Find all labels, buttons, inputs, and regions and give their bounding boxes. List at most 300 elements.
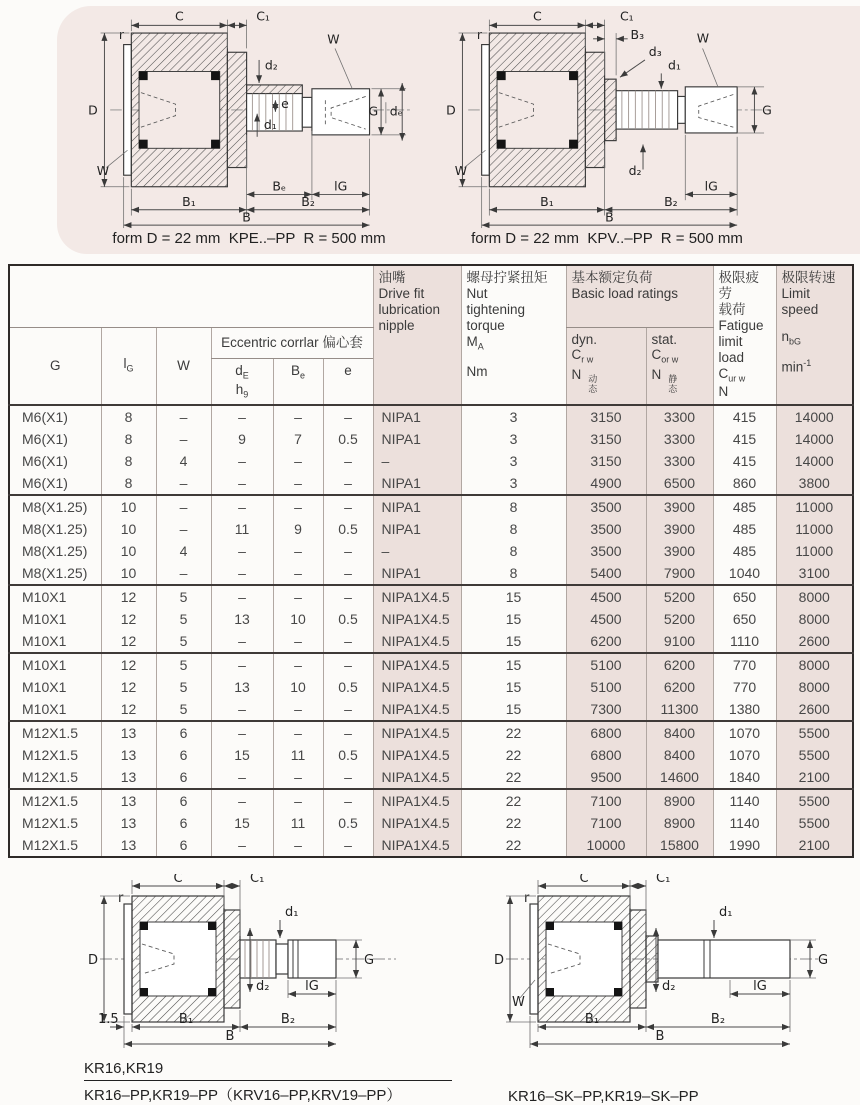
table-cell: 6800 — [566, 744, 646, 766]
dim-label-d2: d₂ — [256, 978, 270, 994]
table-cell: 415 — [713, 450, 776, 472]
table-cell: 11 — [273, 744, 323, 766]
dim-label-g: G — [368, 103, 379, 119]
table-cell: 4500 — [566, 608, 646, 630]
table-row — [9, 450, 853, 472]
table-cell: 7100 — [566, 789, 646, 812]
table-cell: 6 — [156, 744, 211, 766]
col-header-eccentric: Eccentric corrlar 偏心套 — [211, 327, 373, 359]
table-cell: 12 — [101, 698, 156, 721]
table-cell: 8 — [101, 405, 156, 428]
table-cell: 12 — [101, 676, 156, 698]
table-cell: 8000 — [776, 585, 853, 608]
table-cell: 3500 — [566, 540, 646, 562]
dim-label-c: C — [579, 873, 589, 886]
table-cell: 3300 — [646, 428, 713, 450]
figure-kpe — [83, 10, 415, 254]
table-cell: 5100 — [566, 676, 646, 698]
caption-divider — [84, 1080, 452, 1081]
table-cell: – — [211, 562, 273, 585]
table-cell: 15 — [461, 653, 566, 676]
table-cell: 650 — [713, 608, 776, 630]
table-row — [9, 562, 853, 585]
col-header-g: G — [9, 327, 101, 405]
table-cell: – — [323, 653, 373, 676]
table-cell: 5200 — [646, 608, 713, 630]
table-cell: 3100 — [776, 562, 853, 585]
table-cell: 5400 — [566, 562, 646, 585]
table-cell: 485 — [713, 540, 776, 562]
table-row — [9, 405, 853, 428]
table-cell: NIPA1X4.5 — [373, 608, 461, 630]
table-cell: 5 — [156, 585, 211, 608]
table-cell: – — [273, 472, 323, 495]
dim-label-b: B — [605, 209, 614, 225]
top-drawing-panel — [57, 6, 860, 254]
table-cell: 13 — [101, 744, 156, 766]
table-cell: – — [323, 698, 373, 721]
table-cell: 5 — [156, 653, 211, 676]
table-cell: 3150 — [566, 428, 646, 450]
figure-kpv — [441, 10, 773, 254]
table-cell: 5100 — [566, 653, 646, 676]
table-cell: 2100 — [776, 834, 853, 857]
dim-label-b2: B₂ — [280, 1011, 296, 1027]
table-cell: 1140 — [713, 789, 776, 812]
table-cell: – — [273, 630, 323, 653]
table-cell: 14600 — [646, 766, 713, 789]
table-cell: 7 — [273, 428, 323, 450]
table-cell: 11300 — [646, 698, 713, 721]
table-cell: 15 — [461, 676, 566, 698]
table-cell: 13 — [211, 608, 273, 630]
table-cell: 8900 — [646, 789, 713, 812]
table-cell: 11000 — [776, 518, 853, 540]
dim-label-b1: B₁ — [178, 1011, 194, 1027]
table-cell: 15 — [461, 608, 566, 630]
dim-label-c1: C₁ — [619, 10, 634, 24]
col-header-nipple: 油嘴 Drive fit lubrication nipple — [373, 265, 461, 405]
table-cell: 22 — [461, 766, 566, 789]
table-cell: 22 — [461, 789, 566, 812]
figure-caption-kpe: form D = 22 mm KPE..–PP R = 500 mm — [112, 230, 386, 247]
table-cell: 4 — [156, 540, 211, 562]
table-cell: M10X1 — [9, 653, 101, 676]
dim-label-be: Bₑ — [272, 178, 287, 194]
table-cell: – — [273, 721, 323, 744]
table-cell: 3500 — [566, 518, 646, 540]
dim-label-d-big: D — [446, 102, 456, 118]
table-cell: 8400 — [646, 744, 713, 766]
table-cell: – — [211, 495, 273, 518]
spec-table-wrap — [8, 264, 852, 858]
table-row — [9, 744, 853, 766]
table-cell: 6200 — [566, 630, 646, 653]
dim-label-d2: d₂ — [264, 57, 278, 73]
table-cell: 8 — [461, 495, 566, 518]
table-cell: 3300 — [646, 405, 713, 428]
table-cell: 485 — [713, 518, 776, 540]
dim-label-r: r — [524, 890, 530, 906]
table-cell: 11000 — [776, 495, 853, 518]
dim-label-e: e — [281, 95, 289, 111]
table-cell: 8 — [101, 450, 156, 472]
table-cell: NIPA1X4.5 — [373, 698, 461, 721]
table-cell: M12X1.5 — [9, 834, 101, 857]
col-header-lg: $l_G$ — [101, 327, 156, 405]
table-cell: 5500 — [776, 789, 853, 812]
table-cell: 9500 — [566, 766, 646, 789]
table-cell: – — [273, 585, 323, 608]
table-cell: 3300 — [646, 450, 713, 472]
table-cell: – — [156, 518, 211, 540]
table-cell: 3900 — [646, 495, 713, 518]
table-row — [9, 834, 853, 857]
table-cell: – — [211, 450, 273, 472]
table-cell: 6200 — [646, 676, 713, 698]
table-cell: 8400 — [646, 721, 713, 744]
table-cell: 14000 — [776, 428, 853, 450]
table-cell: – — [156, 428, 211, 450]
table-cell: 4 — [156, 450, 211, 472]
table-cell: 5 — [156, 676, 211, 698]
dim-label-c: C — [175, 10, 184, 24]
table-cell: 11000 — [776, 540, 853, 562]
dim-label-g: G — [762, 102, 772, 118]
table-cell: – — [156, 405, 211, 428]
table-cell: 6200 — [646, 653, 713, 676]
dim-label-c1: C₁ — [656, 873, 671, 886]
table-row — [9, 428, 853, 450]
table-row — [9, 472, 853, 495]
table-cell: NIPA1X4.5 — [373, 744, 461, 766]
table-cell: 12 — [101, 608, 156, 630]
table-cell: 3 — [461, 428, 566, 450]
dim-label-c: C — [173, 873, 183, 886]
table-cell: M10X1 — [9, 698, 101, 721]
table-cell: M12X1.5 — [9, 721, 101, 744]
table-cell: 10 — [273, 608, 323, 630]
table-cell: 7100 — [566, 812, 646, 834]
table-cell: 3 — [461, 450, 566, 472]
table-cell: 6 — [156, 834, 211, 857]
table-cell: 8000 — [776, 676, 853, 698]
table-cell: 5500 — [776, 721, 853, 744]
table-cell: 8 — [461, 540, 566, 562]
table-cell: 9 — [273, 518, 323, 540]
table-cell: 15 — [211, 812, 273, 834]
col-header-basic-load: 基本额定负荷 Basic load ratings — [566, 265, 713, 327]
table-cell: NIPA1X4.5 — [373, 653, 461, 676]
table-cell: 3150 — [566, 405, 646, 428]
table-cell: 5 — [156, 608, 211, 630]
table-cell: 22 — [461, 744, 566, 766]
dim-label-b1: B₁ — [540, 193, 554, 209]
table-cell: 1070 — [713, 744, 776, 766]
table-cell: – — [323, 721, 373, 744]
table-row — [9, 721, 853, 744]
dim-label-c: C — [533, 10, 542, 24]
table-cell: 9100 — [646, 630, 713, 653]
dim-label-w-left: W — [96, 163, 110, 179]
table-cell: M8(X1.25) — [9, 540, 101, 562]
table-cell: 12 — [101, 630, 156, 653]
table-cell: 10 — [101, 495, 156, 518]
table-cell: M10X1 — [9, 608, 101, 630]
table-cell: NIPA1X4.5 — [373, 812, 461, 834]
table-cell: NIPA1X4.5 — [373, 834, 461, 857]
table-cell: 0.5 — [323, 608, 373, 630]
table-cell: – — [273, 834, 323, 857]
table-cell: 12 — [101, 653, 156, 676]
table-cell: 1990 — [713, 834, 776, 857]
table-cell: 6500 — [646, 472, 713, 495]
table-row — [9, 698, 853, 721]
table-cell: – — [323, 495, 373, 518]
table-cell: M6(X1) — [9, 472, 101, 495]
table-cell: 8900 — [646, 812, 713, 834]
table-cell: 9 — [211, 428, 273, 450]
table-cell: 13 — [101, 789, 156, 812]
table-cell: 650 — [713, 585, 776, 608]
table-cell: 10000 — [566, 834, 646, 857]
table-cell: – — [211, 721, 273, 744]
table-cell: 1070 — [713, 721, 776, 744]
table-cell: 0.5 — [323, 518, 373, 540]
col-header-de: $d_E$ $h_9$ — [211, 359, 273, 405]
table-cell: 14000 — [776, 450, 853, 472]
table-cell: 8000 — [776, 653, 853, 676]
table-cell: NIPA1 — [373, 472, 461, 495]
table-cell: – — [156, 562, 211, 585]
dim-label-b2: B₂ — [710, 1011, 726, 1027]
table-cell: NIPA1X4.5 — [373, 630, 461, 653]
table-cell: 11 — [273, 812, 323, 834]
dim-label-r: r — [118, 890, 124, 906]
table-cell: 0.5 — [323, 428, 373, 450]
table-cell: NIPA1X4.5 — [373, 789, 461, 812]
table-cell: 1040 — [713, 562, 776, 585]
table-cell: 1140 — [713, 812, 776, 834]
dim-label-g: G — [818, 952, 829, 968]
figure-kr-drawing — [84, 874, 414, 1054]
col-header-dyn: dyn. $C_{r w}$ N 动 态 — [566, 327, 646, 405]
table-cell: 6 — [156, 766, 211, 789]
table-cell: – — [273, 450, 323, 472]
dim-label-d1: d₁ — [719, 904, 733, 920]
dim-label-d-big: D — [87, 952, 99, 968]
table-cell: – — [211, 630, 273, 653]
table-cell: 415 — [713, 405, 776, 428]
table-cell: NIPA1X4.5 — [373, 585, 461, 608]
table-cell: M10X1 — [9, 676, 101, 698]
dim-label-b: B — [225, 1028, 235, 1044]
table-cell: 6 — [156, 721, 211, 744]
table-cell: 7900 — [646, 562, 713, 585]
table-cell: 1110 — [713, 630, 776, 653]
dim-label-d1: d₁ — [285, 904, 299, 920]
table-cell: – — [323, 562, 373, 585]
table-cell: NIPA1 — [373, 405, 461, 428]
col-header-be: $B_e$ — [273, 359, 323, 405]
table-cell: 15 — [211, 744, 273, 766]
table-cell: M12X1.5 — [9, 766, 101, 789]
table-row — [9, 540, 853, 562]
table-cell: 860 — [713, 472, 776, 495]
dim-label-de: dₑ — [389, 103, 403, 119]
table-cell: – — [273, 653, 323, 676]
table-cell: M8(X1.25) — [9, 518, 101, 540]
table-cell: 22 — [461, 721, 566, 744]
table-header — [9, 265, 853, 405]
dim-label-lg: lG — [334, 178, 348, 194]
table-cell: 8 — [101, 472, 156, 495]
table-cell: – — [323, 472, 373, 495]
figure-kr — [84, 874, 452, 1105]
dim-label-c1: C₁ — [250, 873, 265, 886]
dim-label-b: B — [242, 209, 251, 225]
table-cell: 770 — [713, 653, 776, 676]
table-cell: – — [323, 630, 373, 653]
table-cell: – — [211, 472, 273, 495]
table-row — [9, 495, 853, 518]
table-cell: 10 — [101, 562, 156, 585]
table-cell: – — [273, 540, 323, 562]
table-cell: 6 — [156, 812, 211, 834]
table-cell: NIPA1 — [373, 428, 461, 450]
table-cell: – — [323, 450, 373, 472]
table-row — [9, 630, 853, 653]
table-cell: 2600 — [776, 630, 853, 653]
table-cell: 0.5 — [323, 744, 373, 766]
table-cell: 13 — [211, 676, 273, 698]
dim-label-lg: lG — [305, 978, 319, 994]
table-cell: 5200 — [646, 585, 713, 608]
table-cell: – — [373, 450, 461, 472]
table-cell: 14000 — [776, 405, 853, 428]
table-cell: 13 — [101, 834, 156, 857]
dim-label-b3: B₃ — [630, 26, 645, 42]
table-cell: 8 — [461, 518, 566, 540]
spec-table — [8, 264, 854, 858]
figure-caption-kr — [84, 1060, 452, 1105]
dim-label-d1: d₁ — [263, 117, 277, 133]
dim-label-b2: B₂ — [301, 193, 315, 209]
table-row — [9, 812, 853, 834]
dim-label-d-big: D — [88, 102, 98, 118]
table-row — [9, 676, 853, 698]
figure-caption-kr-sk: KR16–SK–PP,KR19–SK–PP — [508, 1087, 699, 1105]
table-row — [9, 518, 853, 540]
table-cell: M6(X1) — [9, 405, 101, 428]
table-row — [9, 789, 853, 812]
col-header-fatigue: 极限疲劳 载荷 Fatigue limit load $C_{ur w}$ N — [713, 265, 776, 405]
table-cell: 22 — [461, 834, 566, 857]
table-cell: – — [211, 698, 273, 721]
table-cell: M12X1.5 — [9, 789, 101, 812]
table-body — [9, 405, 853, 857]
col-header-torque: 螺母拧紧扭矩 Nut tightening torque $M_A$ Nm — [461, 265, 566, 405]
table-cell: – — [156, 472, 211, 495]
table-cell: 3 — [461, 405, 566, 428]
table-cell: – — [273, 562, 323, 585]
dim-label-lg: lG — [704, 178, 718, 194]
dim-label-r: r — [118, 26, 124, 42]
table-cell: – — [273, 405, 323, 428]
table-cell: 3500 — [566, 495, 646, 518]
table-cell: 7300 — [566, 698, 646, 721]
dim-label-w-top: W — [327, 31, 340, 47]
table-cell: 10 — [273, 676, 323, 698]
table-cell: – — [211, 834, 273, 857]
col-header-w: W — [156, 327, 211, 405]
table-cell: 12 — [101, 585, 156, 608]
table-cell: 6 — [156, 789, 211, 812]
caption-line-1: KR16,KR19 — [84, 1059, 164, 1077]
table-cell: 15800 — [646, 834, 713, 857]
table-cell: – — [273, 766, 323, 789]
figure-kr-sk — [490, 874, 830, 1105]
table-cell: – — [211, 789, 273, 812]
table-cell: M8(X1.25) — [9, 495, 101, 518]
dim-label-lg: lG — [753, 978, 767, 994]
table-cell: – — [211, 585, 273, 608]
table-cell: NIPA1 — [373, 518, 461, 540]
table-cell: 13 — [101, 721, 156, 744]
caption-line-2: KR16–PP,KR19–PP（KRV16–PP,KRV19–PP） — [84, 1086, 402, 1104]
table-cell: – — [323, 766, 373, 789]
dim-label-d2: d₂ — [662, 978, 676, 994]
table-cell: 415 — [713, 428, 776, 450]
table-row — [9, 653, 853, 676]
dim-label-c1: C₁ — [256, 10, 270, 24]
col-header-e: e — [323, 359, 373, 405]
table-cell: 2600 — [776, 698, 853, 721]
table-cell: – — [273, 698, 323, 721]
table-cell: NIPA1 — [373, 495, 461, 518]
table-row — [9, 608, 853, 630]
table-cell: – — [211, 766, 273, 789]
table-cell: – — [323, 405, 373, 428]
table-cell: NIPA1X4.5 — [373, 766, 461, 789]
dim-label-b1: B₁ — [182, 193, 196, 209]
table-cell: 3900 — [646, 540, 713, 562]
table-row — [9, 585, 853, 608]
table-cell: 13 — [101, 766, 156, 789]
table-cell: M10X1 — [9, 585, 101, 608]
table-cell: 22 — [461, 812, 566, 834]
table-cell: – — [323, 540, 373, 562]
table-cell: 10 — [101, 540, 156, 562]
table-row — [9, 766, 853, 789]
table-cell: NIPA1X4.5 — [373, 721, 461, 744]
dim-label-b: B — [655, 1028, 665, 1044]
table-cell: 2100 — [776, 766, 853, 789]
dim-label-d3: d₃ — [648, 44, 662, 60]
table-cell: M10X1 — [9, 630, 101, 653]
table-cell: – — [211, 653, 273, 676]
table-cell: 3900 — [646, 518, 713, 540]
table-cell: 485 — [713, 495, 776, 518]
figure-caption-kpv: form D = 22 mm KPV..–PP R = 500 mm — [471, 230, 743, 247]
table-cell: – — [323, 789, 373, 812]
dim-label-d2: d₂ — [628, 163, 642, 179]
table-cell: 4500 — [566, 585, 646, 608]
table-cell: NIPA1 — [373, 562, 461, 585]
table-cell: – — [211, 540, 273, 562]
dim-label-d1: d₁ — [667, 57, 681, 73]
table-cell: 3150 — [566, 450, 646, 472]
